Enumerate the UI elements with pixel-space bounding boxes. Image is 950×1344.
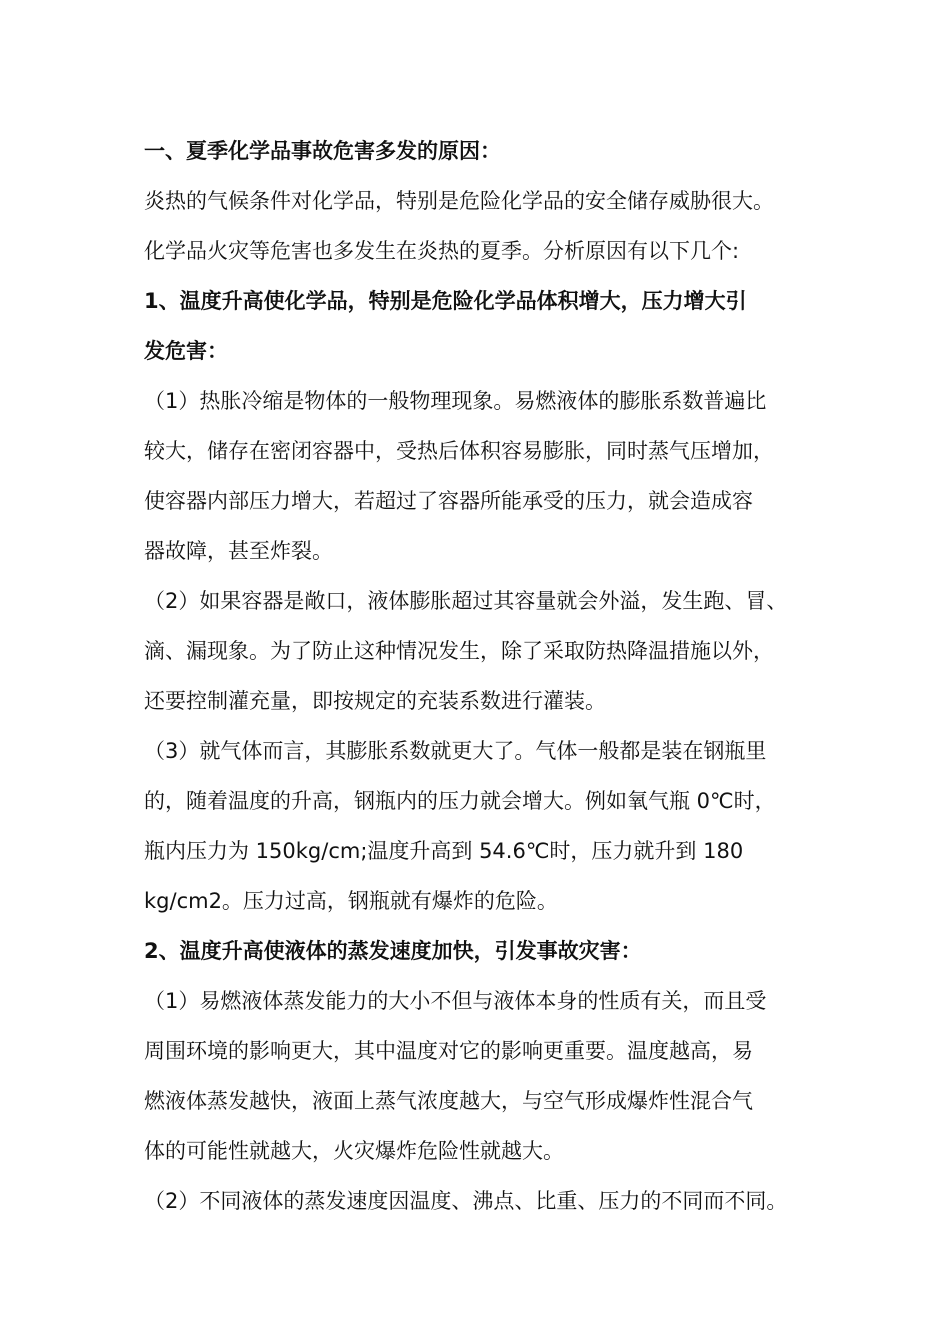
document-body (144, 126, 834, 1226)
paragraph-line: 化学品火灾等危害也多发生在炎热的夏季。分析原因有以下几个: (144, 239, 740, 263)
paragraph-line: 滴、漏现象。为了防止这种情况发生，除了采取防热降温措施以外， (144, 639, 774, 663)
paragraph-line: 燃液体蒸发越快，液面上蒸气浓度越大，与空气形成爆炸性混合气 (144, 1089, 753, 1113)
paragraph-line: （1）热胀冷缩是物体的一般物理现象。易燃液体的膨胀系数普遍比 (144, 389, 767, 413)
paragraph-line: 器故障，甚至炸裂。 (144, 539, 333, 563)
paragraph-line: 较大，储存在密闭容器中，受热后体积容易膨胀，同时蒸气压增加， (144, 439, 774, 463)
paragraph-line: （1）易燃液体蒸发能力的大小不但与液体本身的性质有关，而且受 (144, 989, 767, 1013)
subheading-2: 2、温度升高使液体的蒸发速度加快，引发事故灾害： (144, 939, 642, 963)
paragraph-line: 使容器内部压力增大，若超过了容器所能承受的压力，就会造成容 (144, 489, 753, 513)
paragraph-line: 体的可能性就越大，火灾爆炸危险性就越大。 (144, 1139, 564, 1163)
paragraph-line: kg/cm2。压力过高，钢瓶就有爆炸的危险。 (144, 889, 558, 913)
paragraph-line: （2）不同液体的蒸发速度因温度、沸点、比重、压力的不同而不同。 (144, 1189, 788, 1213)
section-heading-1: 一、夏季化学品事故危害多发的原因： (144, 139, 501, 163)
paragraph-line: 周围环境的影响更大，其中温度对它的影响更重要。温度越高，易 (144, 1039, 753, 1063)
paragraph-line: 炎热的气候条件对化学品，特别是危险化学品的安全储存威胁很大。 (144, 189, 774, 213)
subheading-1: 1、温度升高使化学品，特别是危险化学品体积增大，压力增大引 (144, 289, 747, 313)
paragraph-line: 的，随着温度的升高，钢瓶内的压力就会增大。例如氧气瓶 0℃时， (144, 789, 776, 813)
paragraph-line: （2）如果容器是敞口，液体膨胀超过其容量就会外溢，发生跑、冒、 (144, 589, 788, 613)
subheading-1-cont: 发危害： (144, 339, 228, 363)
paragraph-line: 瓶内压力为 150kg/cm;温度升高到 54.6℃时，压力就升到 180 (144, 839, 744, 863)
paragraph-line: 还要控制灌充量，即按规定的充装系数进行灌装。 (144, 689, 606, 713)
paragraph-line: （3）就气体而言，其膨胀系数就更大了。气体一般都是装在钢瓶里 (144, 739, 767, 763)
